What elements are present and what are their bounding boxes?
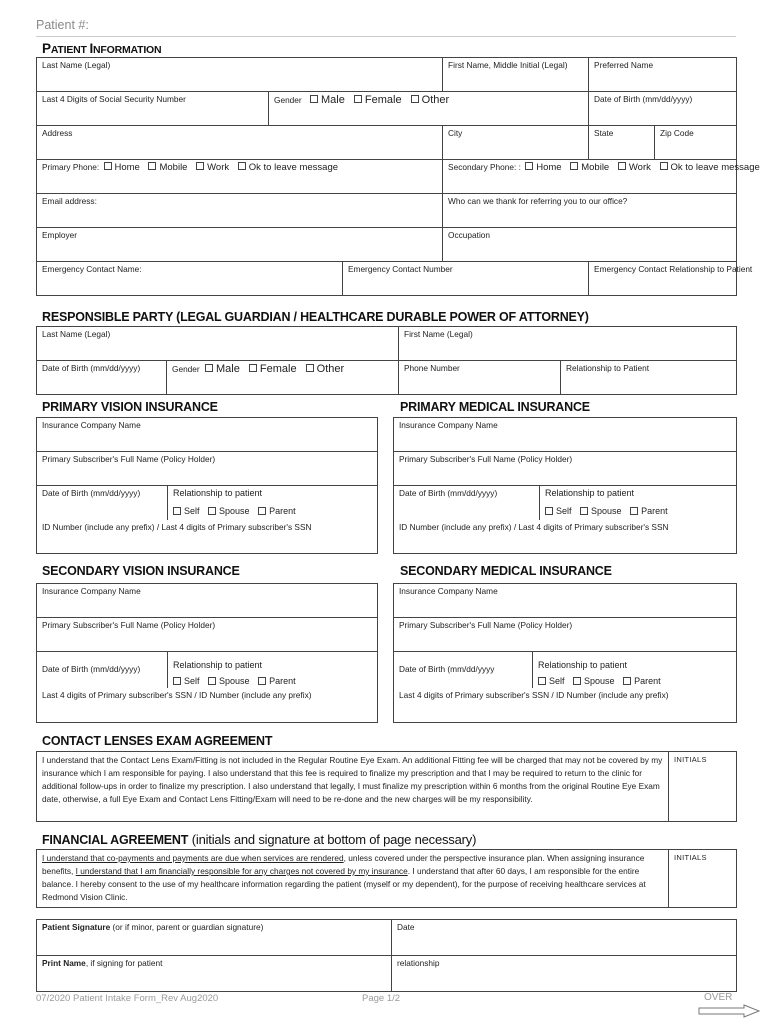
secondary-mobile-checkbox[interactable] — [570, 162, 578, 170]
rp-dob-field[interactable]: Date of Birth (mm/dd/yyyy) — [37, 361, 167, 395]
pv-dob-field[interactable]: Date of Birth (mm/dd/yyyy) — [37, 486, 168, 520]
rp-first-name-field[interactable]: First Name (Legal) — [399, 327, 737, 361]
secondary-vision-title: SECONDARY VISION INSURANCE — [42, 564, 240, 578]
patient-number-label: Patient #: — [36, 18, 89, 32]
secondary-work-checkbox[interactable] — [618, 162, 626, 170]
primary-home-checkbox[interactable] — [104, 162, 112, 170]
sv-relationship-field: Relationship to patient Self Spouse Parent — [168, 652, 378, 689]
city-field[interactable]: City — [443, 126, 589, 160]
secondary-home-checkbox[interactable] — [525, 162, 533, 170]
occupation-field[interactable]: Occupation — [443, 228, 737, 262]
sv-subscriber-field[interactable]: Primary Subscriber's Full Name (Policy Holder) — [37, 618, 378, 652]
emergency-contact-relationship-field[interactable]: Emergency Contact Relationship to Patient — [589, 262, 737, 296]
over-label: OVER — [704, 992, 733, 1003]
pm-company-field[interactable]: Insurance Company Name — [394, 418, 737, 452]
contact-lens-agreement-text: I understand that the Contact Lens Exam/Fitting is not included in the Regular Routine Eye Exam. An additional Fitting fee will be charged that may not be covered by my insurance which I am responsible for paying. I also understand that this fee is required to finalize my prescription and that I may be required to return to the clinic for additional follow-ups in order to finalize my prescription. I also understand that legally, I must finalize my prescription within 6 months from the original Routine Eye Exam date, otherwise, a full Eye Exam and Contact Lens Fitting/Exam will need to be re-done and the new charges will be my responsibility. — [37, 752, 669, 822]
pm-id-field[interactable]: ID Number (include any prefix) / Last 4 digits of Primary subscriber's SSN — [394, 520, 737, 554]
sm-self-checkbox[interactable] — [538, 677, 546, 685]
sm-parent-checkbox[interactable] — [623, 677, 631, 685]
rp-relationship-field[interactable]: Relationship to Patient — [561, 361, 737, 395]
primary-vision-table — [36, 417, 378, 554]
secondary-vision-table — [36, 583, 378, 723]
sv-company-field[interactable]: Insurance Company Name — [37, 584, 378, 618]
rp-female-checkbox[interactable] — [249, 364, 257, 372]
primary-phone-field[interactable]: Primary Phone: Home Mobile Work Ok to leave message — [37, 160, 443, 194]
pm-spouse-checkbox[interactable] — [580, 507, 588, 515]
signature-table — [36, 919, 737, 992]
employer-field[interactable]: Employer — [37, 228, 443, 262]
zip-field[interactable]: Zip Code — [655, 126, 737, 160]
sv-parent-checkbox[interactable] — [258, 677, 266, 685]
rp-phone-field[interactable]: Phone Number — [399, 361, 561, 395]
financial-table — [36, 849, 737, 908]
pv-spouse-checkbox[interactable] — [208, 507, 216, 515]
sm-company-field[interactable]: Insurance Company Name — [394, 584, 737, 618]
secondary-medical-table — [393, 583, 737, 723]
sm-relationship-field: Relationship to patient Self Spouse Parent — [533, 652, 737, 689]
patient-information-title: PATIENT INFORMATION — [42, 41, 162, 56]
responsible-party-title: RESPONSIBLE PARTY (LEGAL GUARDIAN / HEALTHCARE DURABLE POWER OF ATTORNEY) — [42, 310, 589, 324]
dob-field[interactable]: Date of Birth (mm/dd/yyyy) — [589, 92, 737, 126]
right-arrow-icon — [698, 1004, 760, 1018]
contact-lens-initials-field[interactable]: INITIALS — [669, 752, 737, 822]
pv-subscriber-field[interactable]: Primary Subscriber's Full Name (Policy Holder) — [37, 452, 378, 486]
primary-medical-title: PRIMARY MEDICAL INSURANCE — [400, 400, 590, 414]
signer-relationship-field[interactable]: relationship — [392, 956, 737, 992]
form-revision-label: 07/2020 Patient Intake Form_Rev Aug2020 — [36, 993, 219, 1004]
address-field[interactable]: Address — [37, 126, 443, 160]
primary-work-checkbox[interactable] — [196, 162, 204, 170]
primary-medical-table — [393, 417, 737, 554]
sm-subscriber-field[interactable]: Primary Subscriber's Full Name (Policy Holder) — [394, 618, 737, 652]
pm-dob-field[interactable]: Date of Birth (mm/dd/yyyy) — [394, 486, 540, 520]
primary-mobile-checkbox[interactable] — [148, 162, 156, 170]
secondary-ok-message-checkbox[interactable] — [660, 162, 668, 170]
emergency-contact-number-field[interactable]: Emergency Contact Number — [343, 262, 589, 296]
primary-ok-message-checkbox[interactable] — [238, 162, 246, 170]
pm-subscriber-field[interactable]: Primary Subscriber's Full Name (Policy Holder) — [394, 452, 737, 486]
sm-id-field[interactable]: Last 4 digits of Primary subscriber's SSN / ID Number (include any prefix) — [394, 688, 737, 722]
email-field[interactable]: Email address: — [37, 194, 443, 228]
pv-parent-checkbox[interactable] — [258, 507, 266, 515]
male-checkbox[interactable] — [310, 95, 318, 103]
gender-field: Gender Male Female Other — [269, 92, 589, 126]
patient-signature-field[interactable]: Patient Signature (or if minor, parent or guardian signature) — [37, 920, 392, 956]
state-field[interactable]: State — [589, 126, 655, 160]
page-number: Page 1/2 — [362, 993, 401, 1004]
sv-id-field[interactable]: Last 4 digits of Primary subscriber's SSN / ID Number (include any prefix) — [37, 688, 378, 722]
sm-spouse-checkbox[interactable] — [573, 677, 581, 685]
financial-initials-field[interactable]: INITIALS — [669, 850, 737, 908]
sv-dob-field[interactable]: Date of Birth (mm/dd/yyyy) — [37, 652, 168, 689]
print-name-field[interactable]: Print Name, if signing for patient — [37, 956, 392, 992]
last-name-field[interactable]: Last Name (Legal) — [37, 58, 443, 92]
pv-company-field[interactable]: Insurance Company Name — [37, 418, 378, 452]
pv-relationship-field: Relationship to patient Self Spouse Parent — [168, 486, 378, 520]
other-checkbox[interactable] — [411, 95, 419, 103]
divider — [36, 36, 736, 37]
sv-self-checkbox[interactable] — [173, 677, 181, 685]
signature-date-field[interactable]: Date — [392, 920, 737, 956]
rp-male-checkbox[interactable] — [205, 364, 213, 372]
pv-self-checkbox[interactable] — [173, 507, 181, 515]
sm-dob-field[interactable]: Date of Birth (mm/dd/yyyy — [394, 652, 533, 689]
secondary-phone-field[interactable]: Secondary Phone: : Home Mobile Work Ok to leave message — [443, 160, 737, 194]
ssn-last4-field[interactable]: Last 4 Digits of Social Security Number — [37, 92, 269, 126]
contact-lens-title: CONTACT LENSES EXAM AGREEMENT — [42, 734, 273, 748]
financial-agreement-text: I understand that co-payments and payments are due when services are rendered, unless covered under the perspective insurance plan. When assigning insurance benefits, I understand that I am financially responsible for any charges not covered by my insurance. I understand that after 60 days, I am responsible for the entire balance. I hereby consent to the use of my healthcare information regarding the patient (myself or my dependent), for the purpose of receiving healthcare services at Redmond Vision Clinic. — [37, 850, 669, 908]
pm-relationship-field: Relationship to patient Self Spouse Parent — [540, 486, 737, 520]
preferred-name-field[interactable]: Preferred Name — [589, 58, 737, 92]
first-name-field[interactable]: First Name, Middle Initial (Legal) — [443, 58, 589, 92]
emergency-contact-name-field[interactable]: Emergency Contact Name: — [37, 262, 343, 296]
financial-title: FINANCIAL AGREEMENT (initials and signature at bottom of page necessary) — [42, 832, 477, 847]
referral-field[interactable]: Who can we thank for referring you to our office? — [443, 194, 737, 228]
rp-gender-field: Gender Male Female Other — [167, 361, 399, 395]
rp-last-name-field[interactable]: Last Name (Legal) — [37, 327, 399, 361]
female-checkbox[interactable] — [354, 95, 362, 103]
rp-other-checkbox[interactable] — [306, 364, 314, 372]
secondary-medical-title: SECONDARY MEDICAL INSURANCE — [400, 564, 612, 578]
sv-spouse-checkbox[interactable] — [208, 677, 216, 685]
patient-info-table — [36, 57, 760, 296]
contact-lens-table — [36, 751, 737, 822]
pv-id-field[interactable]: ID Number (include any prefix) / Last 4 digits of Primary subscriber's SSN — [37, 520, 378, 554]
pm-self-checkbox[interactable] — [545, 507, 553, 515]
primary-vision-title: PRIMARY VISION INSURANCE — [42, 400, 218, 414]
responsible-party-table — [36, 326, 737, 395]
pm-parent-checkbox[interactable] — [630, 507, 638, 515]
